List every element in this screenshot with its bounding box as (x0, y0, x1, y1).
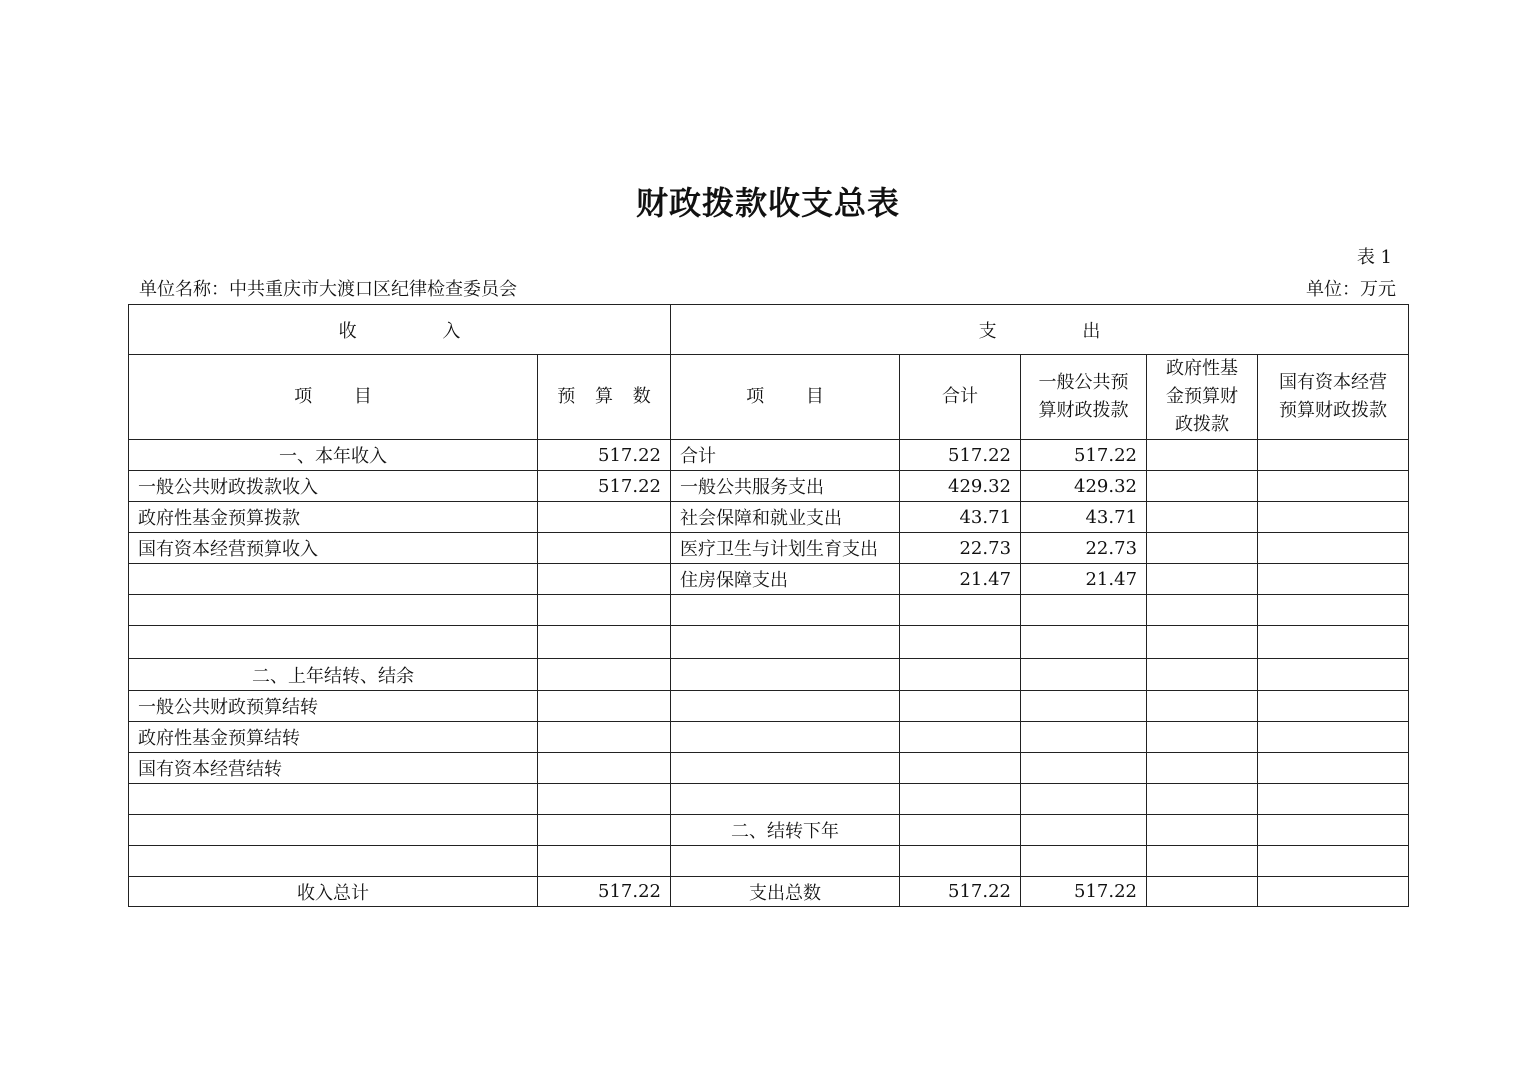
total-cell (900, 691, 1021, 722)
general-budget-cell (1021, 784, 1147, 815)
table-row (129, 753, 1409, 784)
state-capital-cell (1258, 440, 1409, 471)
budget-cell (538, 595, 671, 626)
general-budget-cell: 517.22 (1021, 877, 1147, 907)
table-row (129, 502, 1409, 533)
total-cell (900, 595, 1021, 626)
gov-fund-cell (1147, 471, 1258, 502)
budget-cell (538, 784, 671, 815)
header-row-group (129, 305, 1409, 355)
budget-cell: 517.22 (538, 440, 671, 471)
total-cell: 517.22 (900, 877, 1021, 907)
budget-summary-table (128, 304, 1409, 907)
state-capital-cell (1258, 659, 1409, 691)
budget-cell (538, 846, 671, 877)
header-row-columns (129, 355, 1409, 440)
gov-fund-cell (1147, 626, 1258, 659)
income-item-cell: 二、上年结转、结余 (129, 659, 538, 691)
state-capital-cell (1258, 595, 1409, 626)
total-cell (900, 626, 1021, 659)
state-capital-cell (1258, 815, 1409, 846)
expense-item-cell (671, 784, 900, 815)
total-cell (900, 784, 1021, 815)
gov-fund-cell (1147, 753, 1258, 784)
state-capital-cell (1258, 564, 1409, 595)
table-row (129, 877, 1409, 907)
budget-cell: 517.22 (538, 471, 671, 502)
table-row (129, 533, 1409, 564)
gov-fund-cell (1147, 877, 1258, 907)
income-item-cell (129, 815, 538, 846)
table-row (129, 815, 1409, 846)
expense-item-cell: 二、结转下年 (671, 815, 900, 846)
expense-item-cell (671, 691, 900, 722)
expense-item-cell: 社会保障和就业支出 (671, 502, 900, 533)
income-item-cell: 国有资本经营结转 (129, 753, 538, 784)
table-row (129, 440, 1409, 471)
income-item-cell (129, 595, 538, 626)
col-state-capital: 国有资本经营预算财政拨款 (1258, 355, 1409, 440)
total-cell (900, 722, 1021, 753)
income-item-cell (129, 846, 538, 877)
budget-cell (538, 533, 671, 564)
general-budget-cell (1021, 846, 1147, 877)
expense-item-cell: 支出总数 (671, 877, 900, 907)
state-capital-cell (1258, 722, 1409, 753)
state-capital-cell (1258, 626, 1409, 659)
total-cell: 517.22 (900, 440, 1021, 471)
budget-cell (538, 815, 671, 846)
state-capital-cell (1258, 471, 1409, 502)
state-capital-cell (1258, 502, 1409, 533)
budget-cell (538, 626, 671, 659)
income-item-cell: 一般公共财政拨款收入 (129, 471, 538, 502)
income-header: 收 入 (129, 305, 671, 355)
gov-fund-cell (1147, 659, 1258, 691)
income-item-cell (129, 784, 538, 815)
general-budget-cell (1021, 815, 1147, 846)
table-row (129, 784, 1409, 815)
table-row (129, 722, 1409, 753)
general-budget-cell: 429.32 (1021, 471, 1147, 502)
budget-cell (538, 502, 671, 533)
income-item-cell: 一般公共财政预算结转 (129, 691, 538, 722)
table-row (129, 691, 1409, 722)
state-capital-cell (1258, 784, 1409, 815)
expense-item-cell (671, 846, 900, 877)
gov-fund-cell (1147, 846, 1258, 877)
general-budget-cell: 21.47 (1021, 564, 1147, 595)
state-capital-cell (1258, 533, 1409, 564)
income-item-cell: 政府性基金预算拨款 (129, 502, 538, 533)
table-row (129, 659, 1409, 691)
general-budget-cell (1021, 753, 1147, 784)
general-budget-cell: 22.73 (1021, 533, 1147, 564)
income-item-cell: 国有资本经营预算收入 (129, 533, 538, 564)
budget-cell (538, 753, 671, 784)
unit-name: 单位名称：中共重庆市大渡口区纪律检查委员会 (139, 279, 517, 300)
general-budget-cell (1021, 722, 1147, 753)
general-budget-cell (1021, 626, 1147, 659)
gov-fund-cell (1147, 815, 1258, 846)
col-expense-item: 项 目 (671, 355, 900, 440)
general-budget-cell: 517.22 (1021, 440, 1147, 471)
total-cell: 22.73 (900, 533, 1021, 564)
gov-fund-cell (1147, 502, 1258, 533)
income-item-cell (129, 564, 538, 595)
expense-item-cell (671, 659, 900, 691)
state-capital-cell (1258, 691, 1409, 722)
income-item-cell (129, 626, 538, 659)
general-budget-cell (1021, 691, 1147, 722)
expense-item-cell (671, 722, 900, 753)
budget-cell (538, 564, 671, 595)
total-cell (900, 846, 1021, 877)
state-capital-cell (1258, 753, 1409, 784)
gov-fund-cell (1147, 722, 1258, 753)
state-capital-cell (1258, 846, 1409, 877)
expense-item-cell (671, 595, 900, 626)
gov-fund-cell (1147, 691, 1258, 722)
table-number: 表 1 (1356, 247, 1392, 268)
income-item-cell: 一、本年收入 (129, 440, 538, 471)
general-budget-cell: 43.71 (1021, 502, 1147, 533)
table-row (129, 564, 1409, 595)
expense-header: 支 出 (671, 305, 1409, 355)
col-budget: 预 算 数 (538, 355, 671, 440)
total-cell (900, 753, 1021, 784)
budget-cell (538, 659, 671, 691)
col-general-budget: 一般公共预算财政拨款 (1021, 355, 1147, 440)
total-cell (900, 659, 1021, 691)
expense-item-cell: 医疗卫生与计划生育支出 (671, 533, 900, 564)
expense-item-cell: 一般公共服务支出 (671, 471, 900, 502)
total-cell: 429.32 (900, 471, 1021, 502)
gov-fund-cell (1147, 533, 1258, 564)
total-cell (900, 815, 1021, 846)
budget-cell: 517.22 (538, 877, 671, 907)
gov-fund-cell (1147, 595, 1258, 626)
income-item-cell: 收入总计 (129, 877, 538, 907)
gov-fund-cell (1147, 440, 1258, 471)
col-total: 合计 (900, 355, 1021, 440)
table-row (129, 626, 1409, 659)
gov-fund-cell (1147, 784, 1258, 815)
budget-cell (538, 722, 671, 753)
currency-unit: 单位：万元 (1306, 279, 1396, 300)
expense-item-cell: 合计 (671, 440, 900, 471)
table-row (129, 595, 1409, 626)
state-capital-cell (1258, 877, 1409, 907)
col-gov-fund: 政府性基金预算财政拨款 (1147, 355, 1258, 440)
expense-item-cell: 住房保障支出 (671, 564, 900, 595)
total-cell: 43.71 (900, 502, 1021, 533)
table-row (129, 846, 1409, 877)
total-cell: 21.47 (900, 564, 1021, 595)
general-budget-cell (1021, 659, 1147, 691)
expense-item-cell (671, 753, 900, 784)
col-income-item: 项 目 (129, 355, 538, 440)
budget-cell (538, 691, 671, 722)
income-item-cell: 政府性基金预算结转 (129, 722, 538, 753)
gov-fund-cell (1147, 564, 1258, 595)
page-title: 财政拨款收支总表 (635, 184, 900, 222)
table-row (129, 471, 1409, 502)
expense-item-cell (671, 626, 900, 659)
general-budget-cell (1021, 595, 1147, 626)
